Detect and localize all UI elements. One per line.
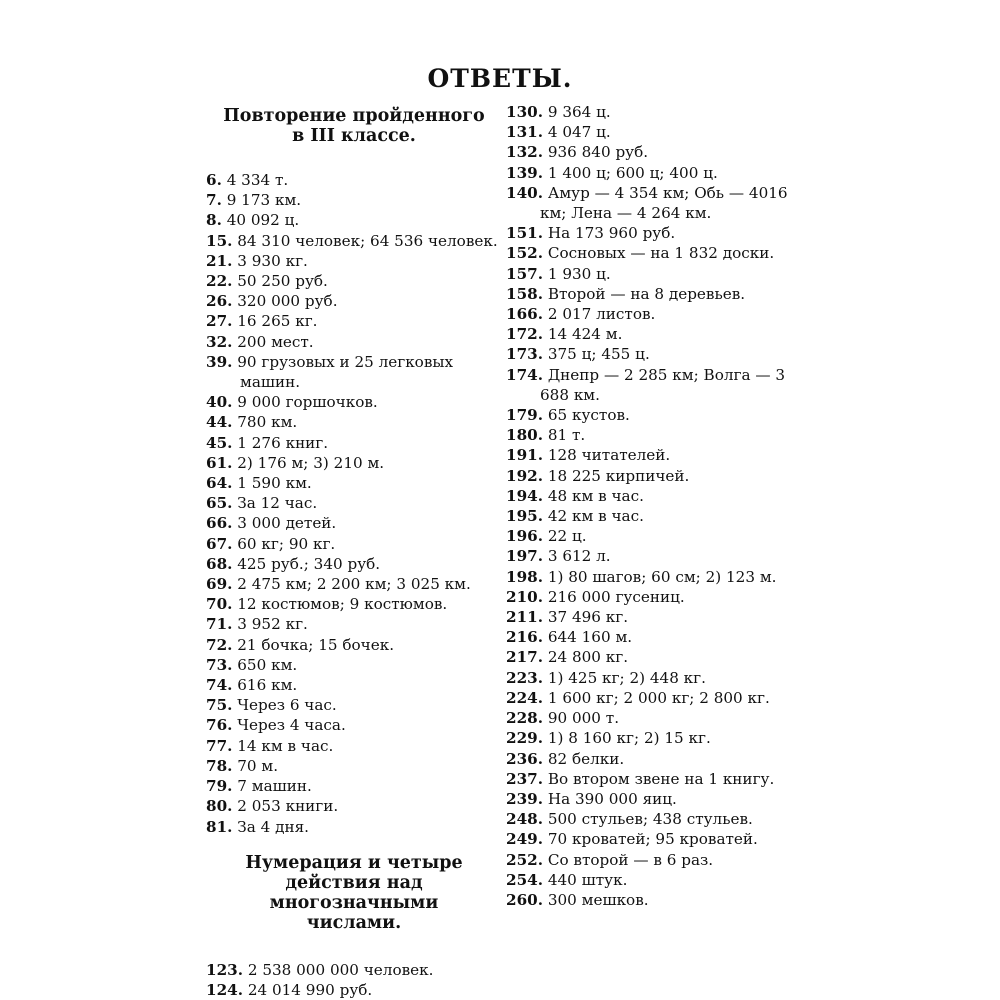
problem-number: 172. [506, 325, 543, 344]
answer-text: Через 6 час. [237, 696, 337, 715]
answer-entry [506, 789, 806, 809]
answer-entry [506, 890, 806, 910]
answer-entry [506, 284, 806, 304]
answer-entry [206, 190, 502, 210]
problem-number: 197. [506, 547, 543, 566]
answer-text: 200 мест. [237, 332, 314, 351]
answer-entry [206, 614, 502, 634]
problem-number: 7. [206, 191, 222, 210]
answer-entry [506, 850, 806, 870]
answer-entry [506, 506, 806, 526]
answer-list-numeration [206, 960, 502, 1000]
answer-text: 320 000 руб. [237, 292, 338, 311]
problem-number: 77. [206, 736, 233, 755]
answer-text: 60 кг; 90 кг. [237, 534, 336, 553]
answer-text: 84 310 человек; 64 536 человек. [237, 231, 498, 250]
problem-number: 78. [206, 756, 233, 775]
answer-text: 3 612 л. [547, 547, 611, 566]
problem-number: 70. [206, 595, 233, 614]
section-heading-review [206, 106, 502, 146]
answer-text: 90 000 т. [547, 709, 620, 728]
answer-entry [506, 466, 806, 486]
answer-text: 14 км в час. [237, 736, 334, 755]
problem-number: 124. [206, 980, 243, 999]
section-heading-line: действия над многозначными [269, 872, 439, 913]
answer-entry [206, 594, 502, 614]
problem-number: 254. [506, 870, 543, 889]
problem-number: 248. [506, 810, 543, 829]
answer-text: 21 бочка; 15 бочек. [237, 635, 395, 654]
problem-number: 61. [206, 453, 233, 472]
answer-entry [206, 332, 502, 352]
answer-entry [206, 756, 502, 776]
answer-text: Днепр — 2 285 км; Волга — 3 688 км. [540, 365, 785, 404]
answer-entry [506, 688, 806, 708]
answer-text: 425 руб.; 340 руб. [237, 554, 381, 573]
answer-entry [206, 574, 502, 594]
answer-entry [506, 142, 806, 162]
answer-entry [506, 728, 806, 748]
answer-entry [506, 870, 806, 890]
answer-text: 2) 176 м; 3) 210 м. [237, 453, 385, 472]
section-heading-line: в III классе. [292, 126, 416, 146]
problem-number: 151. [506, 224, 543, 243]
answer-text: На 390 000 яиц. [547, 789, 677, 808]
problem-number: 132. [506, 143, 543, 162]
problem-number: 179. [506, 406, 543, 425]
problem-number: 45. [206, 433, 233, 452]
answer-text: 616 км. [237, 676, 298, 695]
answer-entry [206, 655, 502, 675]
problem-number: 26. [206, 292, 233, 311]
answer-entry [506, 829, 806, 849]
answer-text: 70 кроватей; 95 кроватей. [547, 830, 758, 849]
answer-entry [206, 675, 502, 695]
answer-text: 500 стульев; 438 стульев. [547, 810, 753, 829]
answer-text: 12 костюмов; 9 костюмов. [237, 595, 448, 614]
answer-text: 1) 425 кг; 2) 448 кг. [547, 668, 706, 687]
problem-number: 123. [206, 960, 243, 979]
problem-number: 229. [506, 729, 543, 748]
answer-text: Сосновых — на 1 832 доски. [547, 244, 775, 263]
answer-text: 1) 8 160 кг; 2) 15 кг. [547, 729, 711, 748]
answer-text: 24 800 кг. [547, 648, 629, 667]
problem-number: 72. [206, 635, 233, 654]
answer-entry [506, 183, 806, 223]
answer-entry [506, 526, 806, 546]
answer-text: 40 092 ц. [226, 211, 300, 230]
answer-text: 2 538 000 000 человек. [247, 960, 434, 979]
problem-number: 67. [206, 534, 233, 553]
answer-text: 9 364 ц. [547, 103, 611, 121]
answer-entry [206, 210, 502, 230]
problem-number: 180. [506, 426, 543, 445]
answer-list-continued [506, 102, 806, 910]
answer-text: За 4 дня. [237, 817, 309, 836]
problem-number: 6. [206, 171, 222, 189]
problem-number: 139. [506, 163, 543, 182]
problem-number: 74. [206, 676, 233, 695]
answer-entry [206, 635, 502, 655]
answer-text: 1) 80 шагов; 60 см; 2) 123 м. [547, 567, 777, 586]
answer-text: 48 км в час. [547, 486, 644, 505]
problem-number: 8. [206, 211, 222, 230]
answer-entry [206, 453, 502, 473]
answer-text: 375 ц; 455 ц. [547, 345, 650, 364]
problem-number: 210. [506, 587, 543, 606]
answer-text: 9 173 км. [226, 191, 302, 210]
problem-number: 140. [506, 183, 543, 202]
answer-text: Через 4 часа. [237, 716, 346, 735]
answer-text: 128 читателей. [547, 446, 671, 465]
problem-number: 166. [506, 305, 543, 324]
problem-number: 223. [506, 668, 543, 687]
answer-text: 3 000 детей. [237, 514, 337, 533]
answer-text: 90 грузовых и 25 легковых машин. [237, 352, 454, 392]
problem-number: 76. [206, 716, 233, 735]
answer-text: 16 265 кг. [237, 312, 318, 331]
problem-number: 27. [206, 312, 233, 331]
problem-number: 191. [506, 446, 543, 465]
answer-entry [206, 392, 502, 412]
problem-number: 237. [506, 769, 543, 788]
answer-entry [506, 243, 806, 263]
problem-number: 75. [206, 696, 233, 715]
answer-entry [506, 304, 806, 324]
answer-entry [506, 425, 806, 445]
answer-entry [506, 344, 806, 364]
problem-number: 260. [506, 890, 543, 909]
answer-entry [506, 445, 806, 465]
answer-text: 300 мешков. [547, 890, 649, 909]
problem-number: 32. [206, 332, 233, 351]
problem-number: 66. [206, 514, 233, 533]
problem-number: 236. [506, 749, 543, 768]
answer-entry [506, 223, 806, 243]
section-heading-numeration [206, 853, 502, 933]
answer-entry [506, 365, 806, 405]
answer-entry [206, 231, 502, 251]
answer-entry [506, 627, 806, 647]
problem-number: 194. [506, 486, 543, 505]
page-title: ОТВЕТЫ. [427, 64, 573, 93]
section-heading-line: числами. [306, 912, 402, 933]
answer-text: 3 952 кг. [237, 615, 308, 634]
answer-entry [206, 493, 502, 513]
answer-text: 644 160 м. [547, 628, 633, 647]
answer-text: 1 590 км. [237, 474, 312, 493]
problem-number: 64. [206, 474, 233, 493]
problem-number: 39. [206, 352, 233, 371]
problem-number: 40. [206, 393, 233, 412]
answer-entry [206, 796, 502, 816]
problem-number: 217. [506, 648, 543, 667]
answer-text: 50 250 руб. [237, 272, 328, 291]
problem-number: 80. [206, 797, 233, 816]
answer-text: 9 000 горшочков. [237, 393, 378, 412]
problem-number: 228. [506, 709, 543, 728]
answer-entry [506, 708, 806, 728]
answer-entry [506, 122, 806, 142]
problem-number: 239. [506, 789, 543, 808]
answer-text: 37 496 кг. [547, 608, 629, 627]
answer-entry [506, 587, 806, 607]
answer-text: 14 424 м. [547, 325, 623, 344]
answer-entry [206, 473, 502, 493]
answer-entry [206, 736, 502, 756]
problem-number: 21. [206, 251, 233, 270]
problem-number: 174. [506, 365, 543, 384]
answer-entry [506, 809, 806, 829]
problem-number: 73. [206, 655, 233, 674]
answer-entry [206, 352, 502, 392]
answer-entry [506, 769, 806, 789]
answer-entry [506, 405, 806, 425]
answer-entry [506, 749, 806, 769]
answer-text: Во втором звене на 1 книгу. [547, 769, 775, 788]
answer-text: 1 276 книг. [237, 433, 329, 452]
answer-text: 936 840 руб. [547, 143, 649, 162]
answer-text: Второй — на 8 деревьев. [547, 284, 746, 303]
problem-number: 211. [506, 608, 543, 627]
problem-number: 15. [206, 231, 233, 250]
problem-number: 81. [206, 817, 233, 836]
answer-text: 2 475 км; 2 200 км; 3 025 км. [237, 575, 471, 594]
problem-number: 79. [206, 777, 233, 796]
problem-number: 152. [506, 244, 543, 263]
answer-text: 42 км в час. [547, 507, 644, 526]
answer-entry [506, 647, 806, 667]
answer-entry [506, 486, 806, 506]
answer-text: 780 км. [237, 413, 298, 432]
answer-entry [206, 291, 502, 311]
problem-number: 195. [506, 507, 543, 526]
answer-text: 65 кустов. [547, 406, 630, 425]
problem-number: 71. [206, 615, 233, 634]
answer-entry [206, 534, 502, 554]
answer-text: 650 км. [237, 655, 298, 674]
answer-text: На 173 960 руб. [547, 224, 676, 243]
answer-entry [206, 695, 502, 715]
problem-number: 249. [506, 830, 543, 849]
answer-text: 4 334 т. [226, 171, 289, 189]
answer-text: 24 014 990 руб. [247, 980, 373, 999]
problem-number: 224. [506, 688, 543, 707]
answer-text: Со второй — в 6 раз. [547, 850, 714, 869]
problem-number: 192. [506, 466, 543, 485]
answer-text: 81 т. [547, 426, 586, 445]
answer-entry [206, 412, 502, 432]
problem-number: 131. [506, 123, 543, 142]
problem-number: 252. [506, 850, 543, 869]
left-column [206, 106, 502, 1000]
answer-entry [206, 311, 502, 331]
answer-entry [206, 980, 502, 1000]
answer-text: 2 053 книги. [237, 797, 339, 816]
problem-number: 44. [206, 413, 233, 432]
problem-number: 158. [506, 284, 543, 303]
answer-entry [506, 102, 806, 122]
answer-entry [206, 433, 502, 453]
answer-entry [206, 554, 502, 574]
answer-entry [206, 170, 502, 190]
answer-text: 4 047 ц. [547, 123, 611, 142]
answer-text: 70 м. [237, 756, 279, 775]
answer-entry [506, 264, 806, 284]
problem-number: 22. [206, 272, 233, 291]
section-heading-line: Повторение пройденного [223, 106, 485, 126]
answer-entry [506, 668, 806, 688]
right-column [506, 102, 806, 910]
problem-number: 130. [506, 103, 543, 121]
answer-entry [206, 817, 502, 837]
answer-entry [506, 607, 806, 627]
answer-list-review [206, 170, 502, 837]
answer-text: 22 ц. [547, 527, 587, 546]
answer-text: 18 225 кирпичей. [547, 466, 690, 485]
answer-entry [206, 715, 502, 735]
answer-text: 1 400 ц; 600 ц; 400 ц. [547, 163, 718, 182]
answer-text: 2 017 листов. [547, 305, 656, 324]
answer-entry [206, 513, 502, 533]
answer-entry [506, 546, 806, 566]
answer-text: 216 000 гусениц. [547, 587, 685, 606]
answer-text: Амур — 4 354 км; Обь — 4016 км; Лена — 4 264 км. [540, 183, 788, 223]
answer-entry [506, 163, 806, 183]
answer-text: 1 930 ц. [547, 264, 611, 283]
problem-number: 157. [506, 264, 543, 283]
answer-text: 1 600 кг; 2 000 кг; 2 800 кг. [547, 688, 770, 707]
answer-entry [206, 776, 502, 796]
problem-number: 216. [506, 628, 543, 647]
problem-number: 69. [206, 575, 233, 594]
section-heading-line: Нумерация и четыре [245, 852, 463, 873]
answer-entry [506, 324, 806, 344]
problem-number: 68. [206, 554, 233, 573]
answer-text: 440 штук. [547, 870, 628, 889]
answer-entry [206, 271, 502, 291]
problem-number: 196. [506, 527, 543, 546]
problem-number: 198. [506, 567, 543, 586]
answer-entry [506, 567, 806, 587]
problem-number: 65. [206, 494, 233, 513]
answer-text: 82 белки. [547, 749, 625, 768]
answer-text: 3 930 кг. [237, 251, 308, 270]
problem-number: 173. [506, 345, 543, 364]
answer-entry [206, 960, 502, 980]
answer-entry [206, 251, 502, 271]
answer-text: 7 машин. [237, 777, 312, 796]
answer-text: За 12 час. [237, 494, 318, 513]
